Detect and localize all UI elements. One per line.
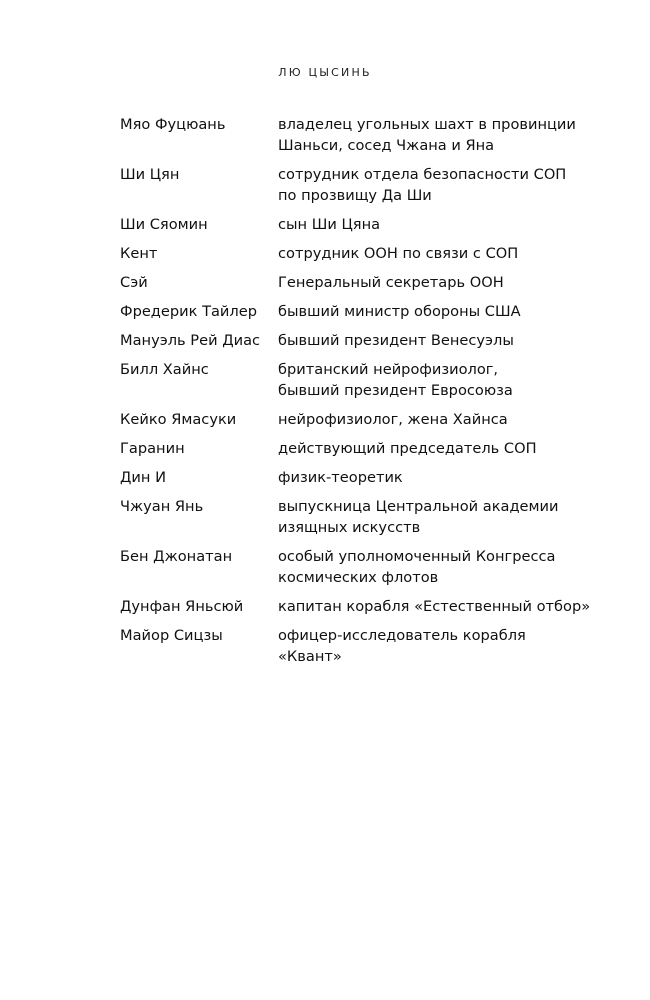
character-description <box>278 114 600 156</box>
character-name: Кент <box>120 245 158 262</box>
character-description <box>278 330 600 351</box>
character-name: Гаранин <box>120 440 185 457</box>
description-line: Генеральный секретарь ООН <box>278 274 504 291</box>
character-name: Кейко Ямасуки <box>120 411 237 428</box>
character-name: Майор Сицзы <box>120 627 223 644</box>
character-description <box>278 438 600 459</box>
character-entry <box>120 596 600 617</box>
character-name: Ши Сяомин <box>120 216 208 233</box>
description-line: бывший министр обороны США <box>278 303 521 320</box>
description-line: бывший президент Евросоюза <box>278 382 513 399</box>
character-entry <box>120 359 600 401</box>
description-line: физик-теоретик <box>278 469 403 486</box>
character-entry <box>120 330 600 351</box>
character-name: Мяо Фуцюань <box>120 116 226 133</box>
description-line: Шаньси, сосед Чжана и Яна <box>278 137 495 154</box>
description-line: владелец угольных шахт в провинции <box>278 116 576 133</box>
character-entry <box>120 496 600 538</box>
character-description <box>278 301 600 322</box>
description-line: по прозвищу Да Ши <box>278 187 432 204</box>
description-line: сын Ши Цяна <box>278 216 381 233</box>
character-entry <box>120 114 600 156</box>
character-description <box>278 625 600 667</box>
description-line: нейрофизиолог, жена Хайнса <box>278 411 508 428</box>
character-entry <box>120 272 600 293</box>
description-line: выпускница Центральной академии <box>278 498 559 515</box>
character-description <box>278 546 600 588</box>
character-entry <box>120 301 600 322</box>
character-description <box>278 467 600 488</box>
character-description <box>278 272 600 293</box>
character-description <box>278 359 600 401</box>
character-list <box>120 114 600 675</box>
character-description <box>278 164 600 206</box>
description-line: особый уполномоченный Конгресса <box>278 548 556 565</box>
character-name: Дунфан Яньсюй <box>120 598 244 615</box>
description-line: космических флотов <box>278 569 439 586</box>
character-name: Сэй <box>120 274 148 291</box>
character-name: Билл Хайнс <box>120 361 209 378</box>
character-entry <box>120 214 600 235</box>
description-line: офицер-исследователь корабля <box>278 627 526 644</box>
description-line: сотрудник отдела безопасности СОП <box>278 166 567 183</box>
character-name: Чжуан Янь <box>120 498 204 515</box>
description-line: сотрудник ООН по связи с СОП <box>278 245 519 262</box>
character-name: Дин И <box>120 469 166 486</box>
running-head: ЛЮ ЦЫСИНЬ <box>278 66 372 79</box>
character-entry <box>120 546 600 588</box>
character-entry <box>120 409 600 430</box>
description-line: «Квант» <box>278 648 342 665</box>
character-entry <box>120 625 600 667</box>
character-description <box>278 409 600 430</box>
description-line: изящных искусств <box>278 519 421 536</box>
character-description <box>278 596 600 617</box>
character-name: Фредерик Тайлер <box>120 303 257 320</box>
description-line: капитан корабля «Естественный отбор» <box>278 598 591 615</box>
character-entry <box>120 467 600 488</box>
character-entry <box>120 438 600 459</box>
character-description <box>278 214 600 235</box>
character-description <box>278 496 600 538</box>
description-line: бывший президент Венесуэлы <box>278 332 514 349</box>
description-line: британский нейрофизиолог, <box>278 361 499 378</box>
character-entry <box>120 243 600 264</box>
character-description <box>278 243 600 264</box>
character-name: Мануэль Рей Диас <box>120 332 261 349</box>
character-name: Бен Джонатан <box>120 548 233 565</box>
character-entry <box>120 164 600 206</box>
description-line: действующий председатель СОП <box>278 440 537 457</box>
character-name: Ши Цян <box>120 166 180 183</box>
